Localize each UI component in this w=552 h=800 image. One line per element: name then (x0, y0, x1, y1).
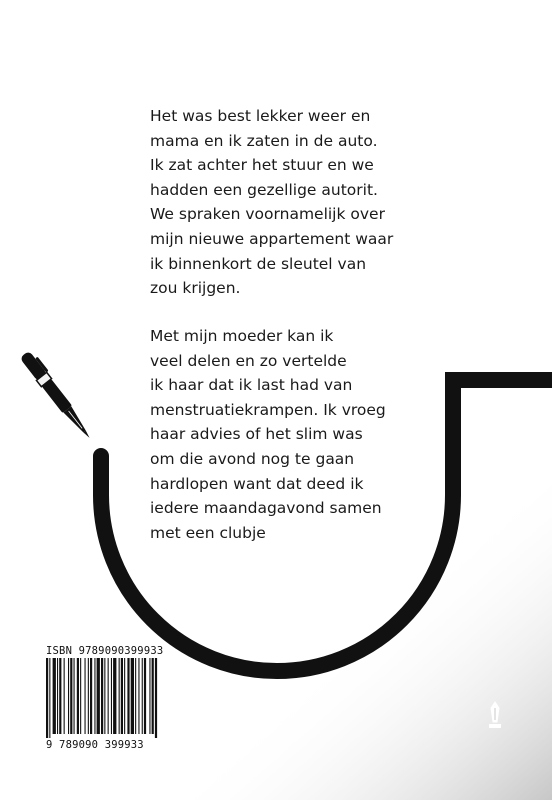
barcode-bar (135, 658, 136, 734)
story-line: mijn nieuwe appartement waar (150, 229, 394, 248)
story-line: ik binnenkort de sleutel van (150, 254, 367, 273)
barcode-bar (68, 658, 69, 734)
barcode-bar (101, 658, 103, 734)
barcode-bar (46, 658, 48, 738)
story-line: menstruatiekrampen. Ik vroeg (150, 400, 386, 419)
barcode-bar (149, 658, 150, 734)
barcode-bar (152, 658, 154, 734)
story-line: met een clubje (150, 523, 266, 542)
barcode-bar (57, 658, 58, 734)
story-line: hadden een gezellige autorit. (150, 180, 378, 199)
barcode-bar (131, 658, 134, 734)
isbn-barcode (44, 658, 168, 738)
barcode-bar (104, 658, 105, 734)
barcode-bar (74, 658, 75, 734)
story-line: iedere maandagavond samen (150, 499, 382, 518)
barcode-bar (121, 658, 123, 734)
barcode-bar (70, 658, 72, 734)
story-paragraph-2 (150, 324, 450, 545)
story-line: zou krijgen. (150, 279, 241, 298)
story-line: Het was best lekker weer en (150, 107, 371, 125)
story-line: mama en ik zaten in de auto. (150, 131, 378, 150)
barcode-bar (142, 658, 143, 734)
barcode-bar (138, 658, 139, 734)
barcode-bar (127, 658, 129, 734)
barcode-bar (144, 658, 146, 734)
barcode-bar (119, 658, 120, 734)
barcode-bar (88, 658, 89, 734)
story-line: Ik zat achter het stuur en we (150, 156, 374, 175)
barcode-bar (49, 658, 50, 738)
barcode-bar (113, 658, 116, 734)
barcode-digits: 9 789090 399933 (46, 739, 144, 751)
story-line: We spraken voornamelijk over (150, 205, 385, 224)
barcode-bar (80, 658, 81, 734)
barcode-bar (124, 658, 125, 734)
barcode-bar (59, 658, 61, 734)
barcode-bar (90, 658, 92, 734)
barcode-bar (97, 658, 100, 734)
story-line: hardlopen want dat deed ik (150, 474, 364, 493)
barcode-bar (108, 658, 109, 734)
story-line: Met mijn moeder kan ik (150, 327, 334, 345)
barcode-bar (53, 658, 56, 734)
barcode-bar (64, 658, 65, 734)
barcode-bar (155, 658, 157, 738)
barcode-bar (85, 658, 86, 734)
barcode-bar (111, 658, 112, 734)
isbn-label: ISBN 9789090399933 (46, 645, 164, 657)
story-line: om die avond nog te gaan (150, 449, 355, 468)
story-line: veel delen en zo vertelde (150, 351, 347, 370)
story-paragraph-1 (150, 104, 450, 301)
story-line: haar advies of het slim was (150, 425, 363, 444)
publisher-logo-icon (483, 700, 507, 732)
barcode-bar (94, 658, 95, 734)
barcode-bar (77, 658, 79, 734)
story-line: ik haar dat ik last had van (150, 376, 353, 395)
